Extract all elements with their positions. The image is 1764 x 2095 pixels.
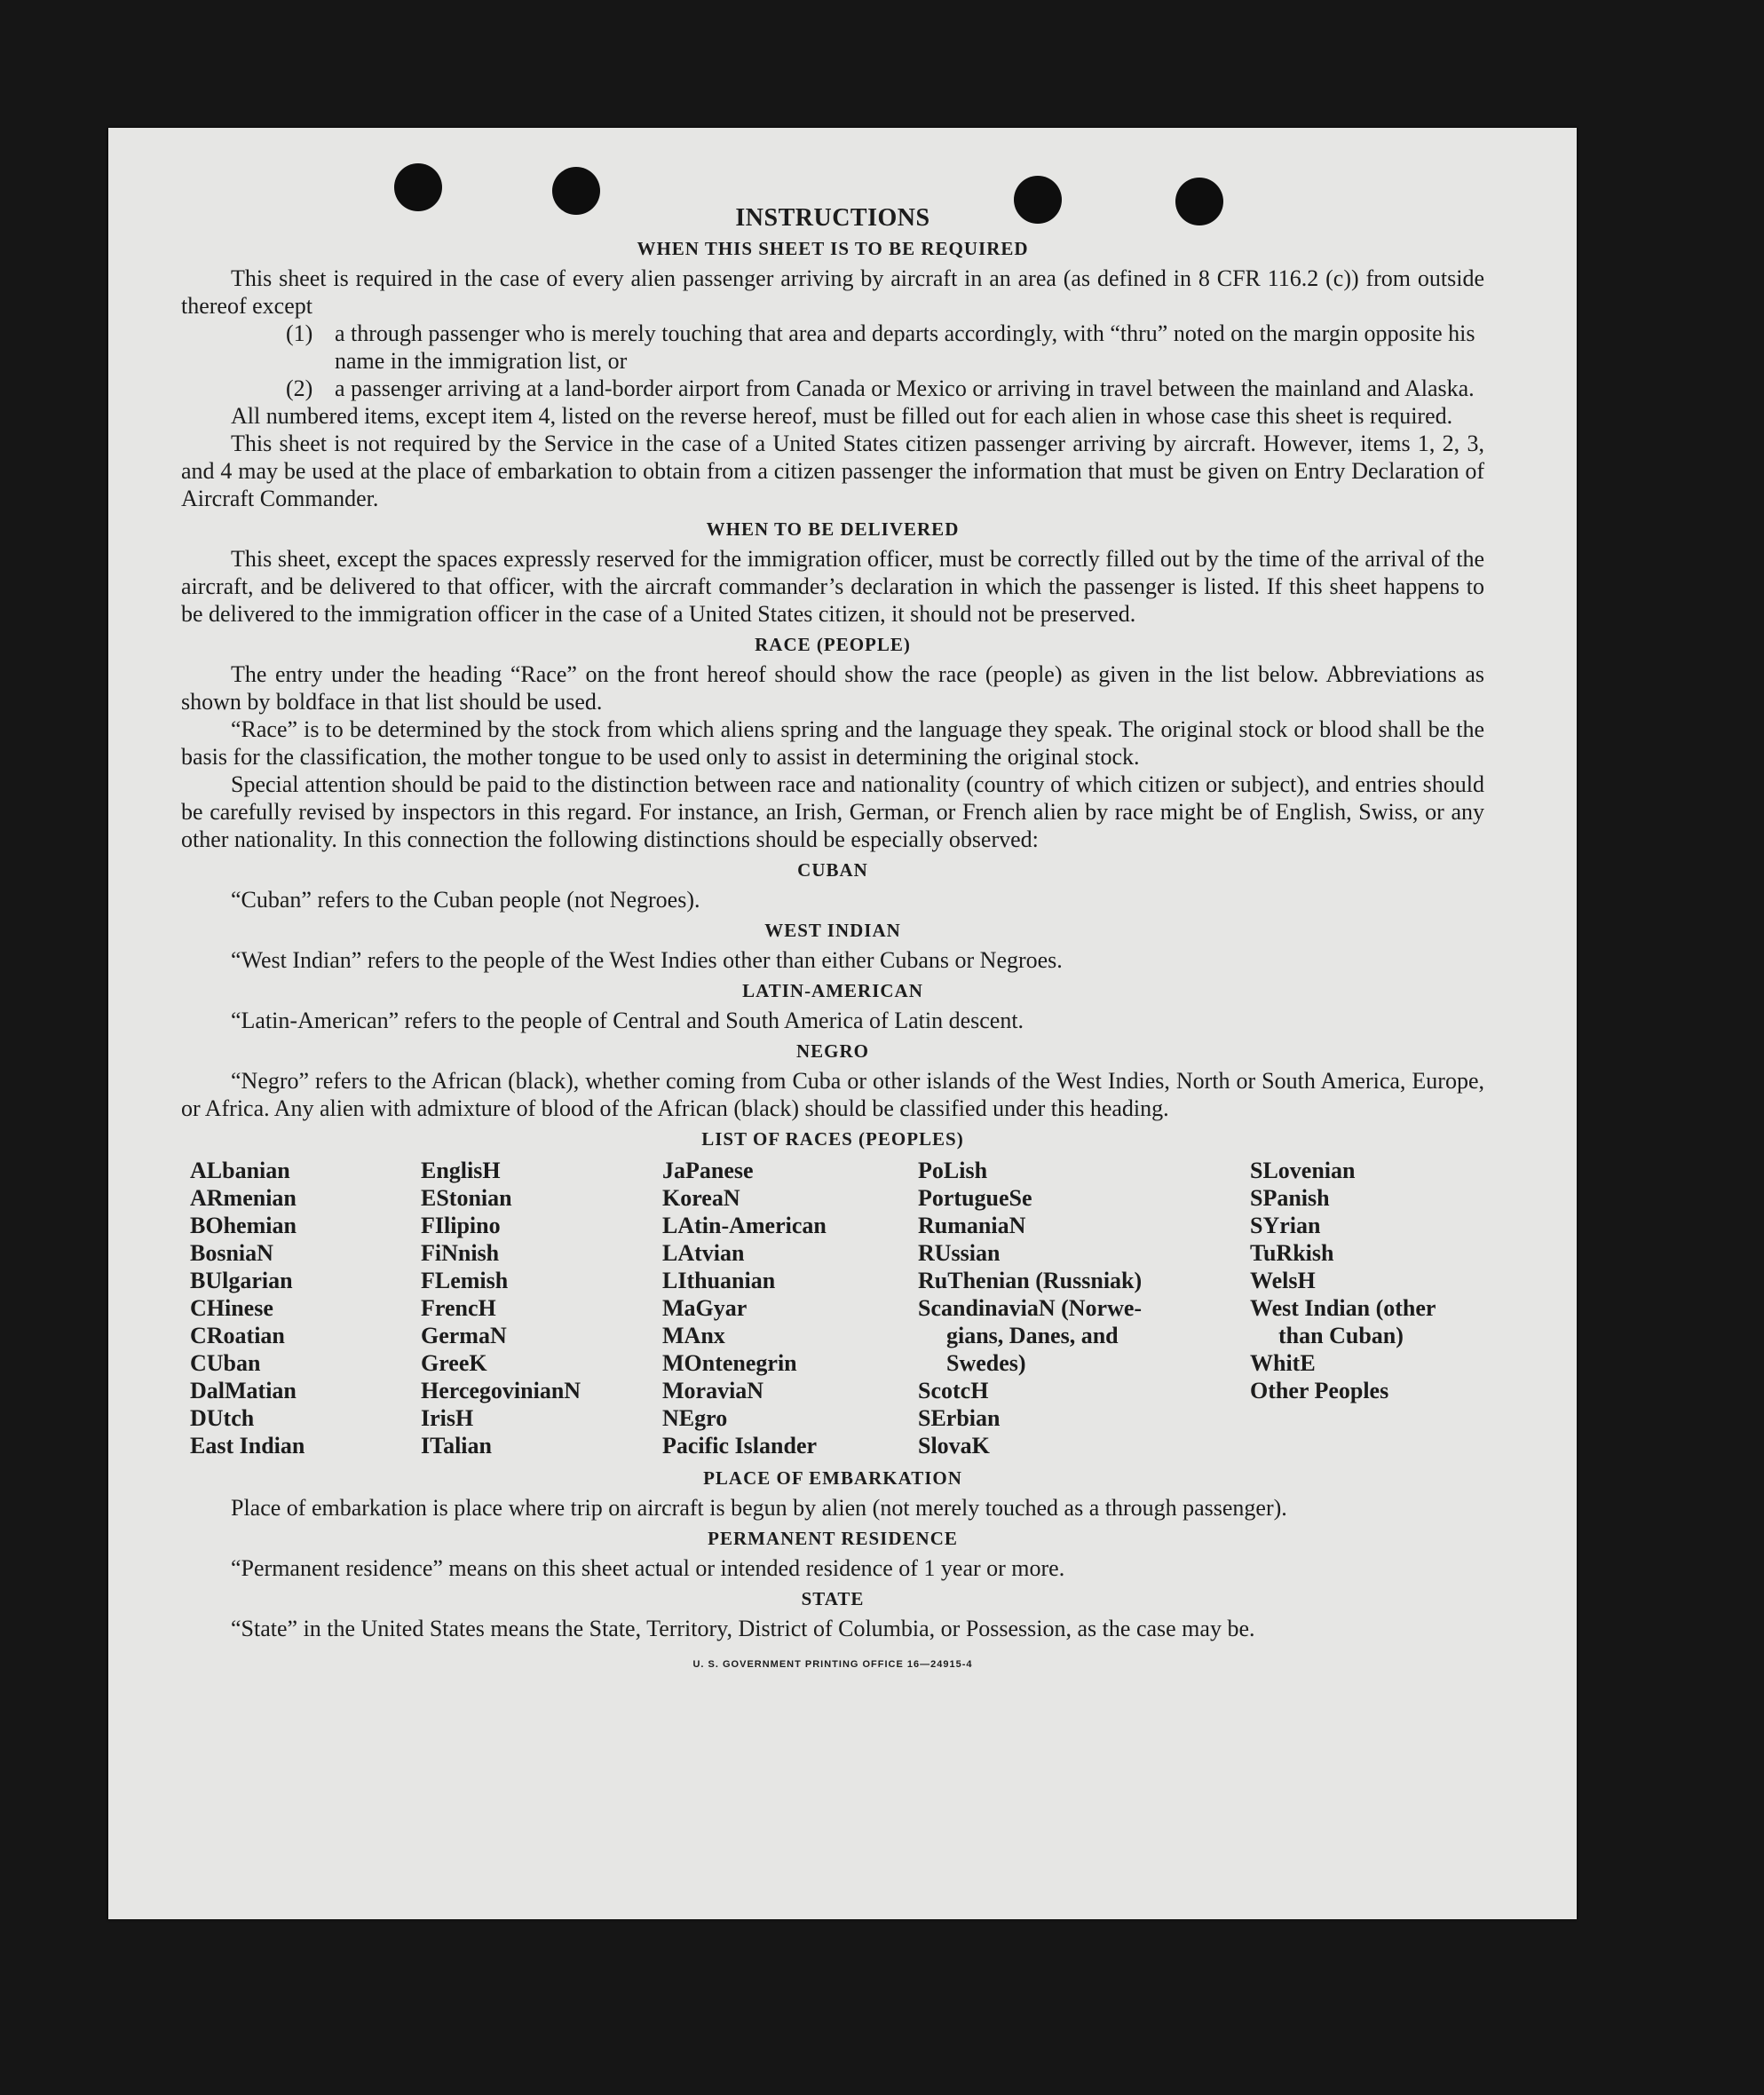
heading-state: STATE (801, 1588, 865, 1609)
item-number: (1) (286, 320, 313, 346)
heading-residence: PERMANENT RESIDENCE (708, 1528, 958, 1549)
race-entry: FiNnish (421, 1240, 500, 1266)
race-entry: WhitE (1250, 1350, 1316, 1376)
race-entry-continued: gians, Danes, and (946, 1323, 1119, 1348)
race-entry: DUtch (190, 1405, 255, 1431)
race-entry: FLemish (421, 1268, 509, 1293)
race-column (662, 1157, 918, 1459)
race-entry: RumaniaN (918, 1213, 1026, 1238)
race-entry: ARmenian (190, 1185, 297, 1211)
heading-race: RACE (PEOPLE) (755, 634, 911, 655)
paragraph-west-indian: “West Indian” refers to the people of the West Indies other than either Cubans or Negroes. (231, 947, 1063, 973)
race-entry: ScandinaviaN (Norwe- (918, 1295, 1143, 1321)
race-entry: RuThenian (Russniak) (918, 1268, 1143, 1293)
race-entry: FIlipino (421, 1213, 501, 1238)
heading-list-of-races: LIST OF RACES (PEOPLES) (701, 1128, 964, 1150)
race-entry: PoLish (918, 1158, 988, 1183)
race-entry: SYrian (1250, 1213, 1321, 1238)
race-entry: GermaN (421, 1323, 507, 1348)
race-entry: West Indian (other (1250, 1295, 1436, 1321)
paragraph-cuban: “Cuban” refers to the Cuban people (not Negroes). (231, 887, 700, 913)
race-entry: GreeK (421, 1350, 487, 1376)
race-entry: MAnx (662, 1323, 725, 1348)
race-entry: EnglisH (421, 1158, 501, 1183)
race-entry: IrisH (421, 1405, 474, 1431)
race-entry: MoraviaN (662, 1378, 764, 1403)
document-title: INSTRUCTIONS (735, 204, 930, 232)
race-entry: ScotcH (918, 1378, 989, 1403)
heading-when-required: WHEN THIS SHEET IS TO BE REQUIRED (637, 238, 1029, 259)
race-entry: MaGyar (662, 1295, 748, 1321)
race-entry: LAtin-American (662, 1213, 827, 1238)
race-entry: LAtvian (662, 1240, 745, 1266)
race-column (1250, 1157, 1481, 1459)
race-entry: FrencH (421, 1295, 496, 1321)
paragraph-citizen: This sheet is not required by the Service in the case of a United States citizen passenger arriving by aircraft. However, items 1, 2, 3, and 4 may be used at the place of embarkation to obtain from a citizen passenger the information that must be given on Entry Declaration of Aircraft Commander. (181, 431, 1484, 511)
race-entry: LIthuanian (662, 1268, 776, 1293)
race-entry: JaPanese (662, 1158, 754, 1183)
item-number: (2) (286, 376, 313, 401)
item-text: a through passenger who is merely touching that area and departs accordingly, with “thru” noted on the margin opposite his name in the immigration list, or (335, 320, 1475, 374)
race-entry: SPanish (1250, 1185, 1330, 1211)
paragraph-required-intro: This sheet is required in the case of every alien passenger arriving by aircraft in an area (as defined in 8 CFR 116.2 (c)) from outside thereof except (181, 265, 1484, 319)
item-text: a passenger arriving at a land-border airport from Canada or Mexico or arriving in travel between the mainland and Alaska. (335, 376, 1475, 401)
heading-west-indian: WEST INDIAN (764, 920, 901, 941)
race-entry-continued: Swedes) (946, 1350, 1026, 1376)
race-entry: KoreaN (662, 1185, 740, 1211)
paragraph-race-3: Special attention should be paid to the distinction between race and nationality (country of which citizen or subject), and entries should be carefully revised by inspectors in this regard. For instance, an Irish, German, or French alien by race might be of English, Swiss, or any other nationality. In this connection the following distinctions should be especially observed: (181, 771, 1484, 852)
paragraph-race-2: “Race” is to be determined by the stock from which aliens spring and the language they speak. The original stock or blood shall be the basis for the classification, the mother tongue to be used only to assist in determining the original stock. (181, 716, 1484, 770)
race-entry: SErbian (918, 1405, 1001, 1431)
race-entry: BUlgarian (190, 1268, 293, 1293)
race-column (190, 1157, 421, 1459)
race-entry: CRoatian (190, 1323, 285, 1348)
race-entry: TuRkish (1250, 1240, 1334, 1266)
paragraph-delivered: This sheet, except the spaces expressly reserved for the immigration officer, must be correctly filled out by the time of the arrival of the aircraft, and be delivered to that officer, with the aircraft commander’s declaration in which the passenger is listed. If this sheet happens to be delivered to the immigration officer in the case of a United States citizen, it should not be preserved. (181, 546, 1484, 627)
race-entry: ALbanian (190, 1158, 290, 1183)
paragraph-race-1: The entry under the heading “Race” on the front hereof should show the race (people) as given in the list below. Abbreviations as shown by boldface in that list should be used. (181, 661, 1484, 715)
race-entry: EStonian (421, 1185, 512, 1211)
heading-latin-american: LATIN-AMERICAN (742, 980, 923, 1001)
race-entry: NEgro (662, 1405, 728, 1431)
race-entry: Pacific Islander (662, 1433, 818, 1459)
race-entry: ITalian (421, 1433, 492, 1459)
paragraph-negro: “Negro” refers to the African (black), whether coming from Cuba or other islands of the West Indies, North or South America, Europe, or Africa. Any alien with admixture of blood of the African (black) should be classified under this heading. (181, 1068, 1484, 1121)
instruction-sheet (108, 128, 1577, 1919)
paragraph-numbered-items: All numbered items, except item 4, listed on the reverse hereof, must be filled out for each alien in whose case this sheet is required. (231, 403, 1453, 429)
race-entry: MOntenegrin (662, 1350, 797, 1376)
heading-cuban: CUBAN (797, 859, 868, 881)
race-entry: WelsH (1250, 1268, 1316, 1293)
document-body (181, 204, 1484, 1679)
race-entry: BOhemian (190, 1213, 297, 1238)
race-entry: HercegovinianN (421, 1378, 581, 1403)
race-column (421, 1157, 662, 1459)
race-entry: SLovenian (1250, 1158, 1356, 1183)
race-entry: PortugueSe (918, 1185, 1032, 1211)
exception-item (286, 320, 1484, 375)
heading-embarkation: PLACE OF EMBARKATION (703, 1467, 962, 1489)
race-entry: CHinese (190, 1295, 273, 1321)
race-entry: BosniaN (190, 1240, 273, 1266)
race-entry: SlovaK (918, 1433, 990, 1459)
paragraph-state: “State” in the United States means the State, Territory, District of Columbia, or Possession, as the case may be. (231, 1616, 1255, 1641)
race-column (918, 1157, 1250, 1459)
paragraph-residence: “Permanent residence” means on this sheet actual or intended residence of 1 year or more. (231, 1555, 1065, 1581)
printing-office-imprint: U. S. GOVERNMENT PRINTING OFFICE 16—24915-4 (692, 1659, 973, 1670)
paragraph-embarkation: Place of embarkation is place where trip on aircraft is begun by alien (not merely touched as a through passenger). (231, 1495, 1287, 1521)
paragraph-latin-american: “Latin-American” refers to the people of Central and South America of Latin descent. (231, 1008, 1024, 1033)
race-entry: East Indian (190, 1433, 305, 1459)
heading-when-delivered: WHEN TO BE DELIVERED (706, 518, 960, 540)
race-entry-continued: than Cuban) (1278, 1323, 1404, 1348)
heading-negro: NEGRO (795, 1040, 869, 1062)
race-entry: DalMatian (190, 1378, 297, 1403)
race-list (190, 1157, 1484, 1459)
exception-item (286, 375, 1484, 402)
race-entry: CUban (190, 1350, 261, 1376)
race-entry: Other Peoples (1250, 1378, 1389, 1403)
race-entry: RUssian (918, 1240, 1001, 1266)
